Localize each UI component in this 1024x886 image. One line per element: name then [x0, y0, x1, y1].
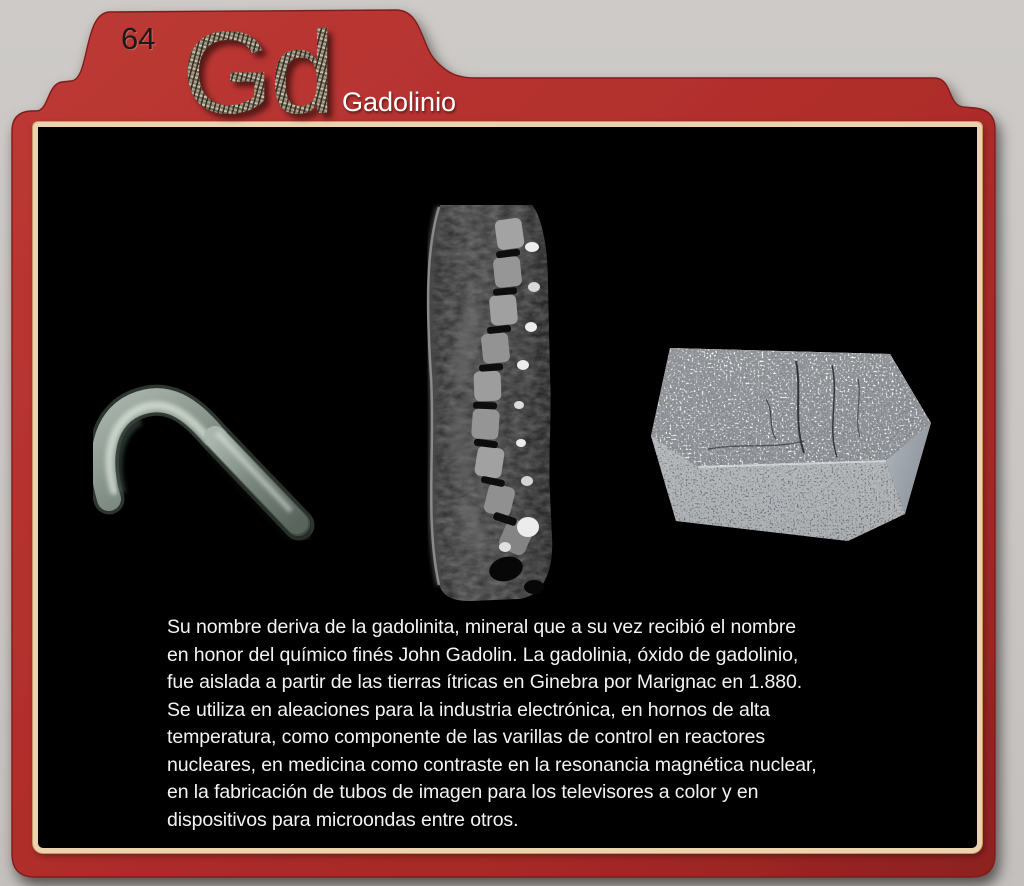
content-panel: [33, 122, 982, 853]
element-symbol: Gd: [182, 7, 333, 138]
atomic-number: 64: [121, 21, 156, 56]
description-line: en honor del químico finés John Gadolin. La gadolinia, óxido de gadolinio,: [167, 643, 799, 666]
description-line: Se utiliza en aleaciones para la industria electrónica, en hornos de alta: [167, 698, 770, 721]
element-description: [167, 614, 817, 834]
chunk-top-speckle: [651, 348, 931, 467]
description-line: temperatura, como componente de las varillas de control en reactores: [167, 726, 766, 748]
metal-strip-shank: [215, 437, 297, 523]
description-line: nucleares, en medicina como contraste en la resonancia magnética nuclear,: [167, 753, 817, 776]
description-line: fue aislada a partir de las tierras ítricas en Ginebra por Marignac en 1.880.: [167, 671, 803, 693]
spine-mri-image: [410, 195, 576, 607]
description-line: en la fabricación de tubos de imagen para los televisores a color y en: [167, 781, 759, 803]
gadolinium-chunk-image: [646, 339, 938, 547]
element-name: Gadolinio: [342, 87, 457, 117]
bent-gadolinium-strip-image: [93, 373, 317, 549]
description-line: dispositivos para microondas entre otros.: [167, 808, 519, 831]
description-line: Su nombre deriva de la gadolinita, mineral que a su vez recibió el nombre: [167, 616, 796, 638]
